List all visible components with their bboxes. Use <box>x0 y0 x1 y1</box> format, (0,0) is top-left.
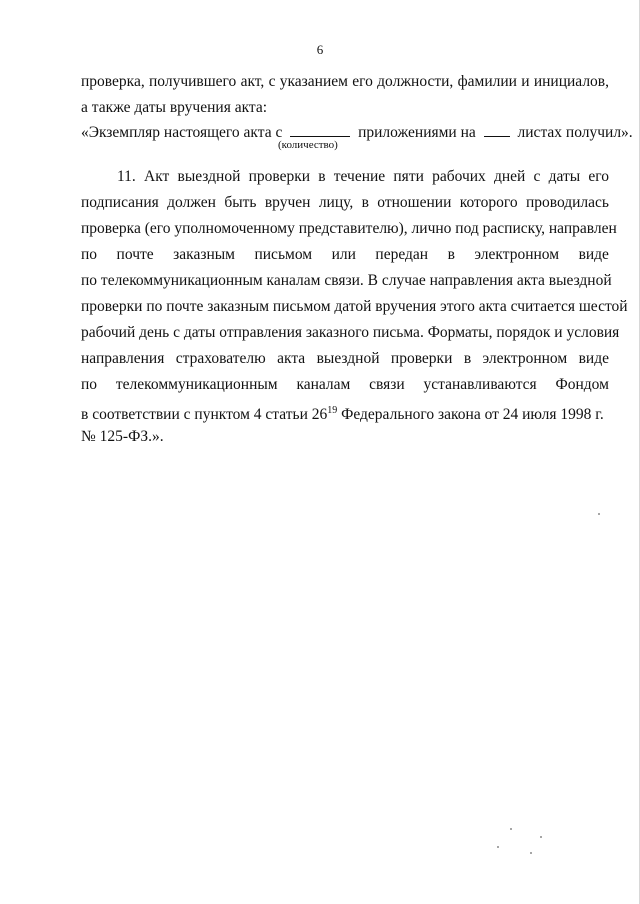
p11-line-5 <box>81 271 612 290</box>
sheets-blank <box>484 123 510 137</box>
p11-line-11: № 125-ФЗ.». <box>81 428 164 445</box>
p11-line-4-word: почте <box>116 246 154 263</box>
p11-line-4-word: письмом <box>254 246 313 263</box>
p11-line-7 <box>81 323 620 342</box>
p11-line-3 <box>81 219 617 238</box>
copy-line-suffix: листах получил». <box>517 124 633 141</box>
p11-line-10 <box>81 401 609 424</box>
p11-line-4-word: или <box>331 246 356 263</box>
p11-line-8-text: направления страхователю акта выездной проверки в электронном виде <box>81 350 609 367</box>
p11-line-9-word: каналам <box>296 376 351 393</box>
p11-line-9-word: Фондом <box>555 376 609 393</box>
p11-line-6 <box>81 297 628 316</box>
p11-line-10-before: в соответствии с пунктом 4 статьи 26 <box>81 406 328 424</box>
p11-line-9-word: телекоммуникационным <box>115 376 278 393</box>
p11-line-10-after: Федерального закона от 24 июля 1998 г. <box>337 406 604 424</box>
copy-line-prefix: «Экземпляр настоящего акта с <box>81 124 283 141</box>
quantity-label: (количество) <box>278 139 338 151</box>
p11-line-2 <box>81 193 609 212</box>
p11-line-8 <box>81 349 609 368</box>
p11-line-1-text: 11. Акт выездной проверки в течение пяти рабочих дней с даты его <box>117 168 609 185</box>
p11-line-4-word: передан <box>375 246 429 263</box>
p11-line-9-word: устанавливаются <box>423 376 537 393</box>
p11-line-3-text: проверка (его уполномоченному представителю), лично под расписку, направлен <box>81 220 617 237</box>
quantity-blank <box>290 123 350 137</box>
copy-line <box>81 123 633 142</box>
intro-line-1-text: проверка, получившего акт, с указанием его должности, фамилии и инициалов, <box>81 73 609 90</box>
speckle <box>497 846 499 848</box>
p11-line-4-word: в <box>447 246 455 263</box>
footnote-superscript: 19 <box>327 405 338 416</box>
speckle <box>598 513 600 515</box>
p11-line-7-text: рабочий день с даты отправления заказного письма. Форматы, порядок и условия <box>81 324 620 341</box>
p11-line-4-word: виде <box>578 246 609 263</box>
copy-line-middle: приложениями на <box>358 124 476 141</box>
p11-line-4-word: заказным <box>173 246 235 263</box>
intro-line-2: а также даты вручения акта: <box>81 99 268 116</box>
p11-line-6-text: проверки по почте заказным письмом датой вручения этого акта считается шестой <box>81 298 628 315</box>
p11-line-9-word: по <box>81 376 98 393</box>
p11-line-1 <box>81 167 609 186</box>
speckle <box>510 828 512 830</box>
page-number: 6 <box>316 42 324 57</box>
p11-line-2-text: подписания должен быть вручен лицу, в отношении которого проводилась <box>81 194 609 211</box>
p11-line-4-word: по <box>81 246 98 263</box>
p11-line-9 <box>81 375 609 394</box>
speckle <box>530 852 532 854</box>
p11-line-4 <box>81 245 609 264</box>
intro-line-1 <box>81 72 609 91</box>
p11-line-5-text: по телекоммуникационным каналам связи. В случае направления акта выездной <box>81 272 612 289</box>
p11-line-9-word: связи <box>369 376 405 393</box>
speckle <box>540 836 542 838</box>
p11-line-4-word: электронном <box>474 246 560 263</box>
